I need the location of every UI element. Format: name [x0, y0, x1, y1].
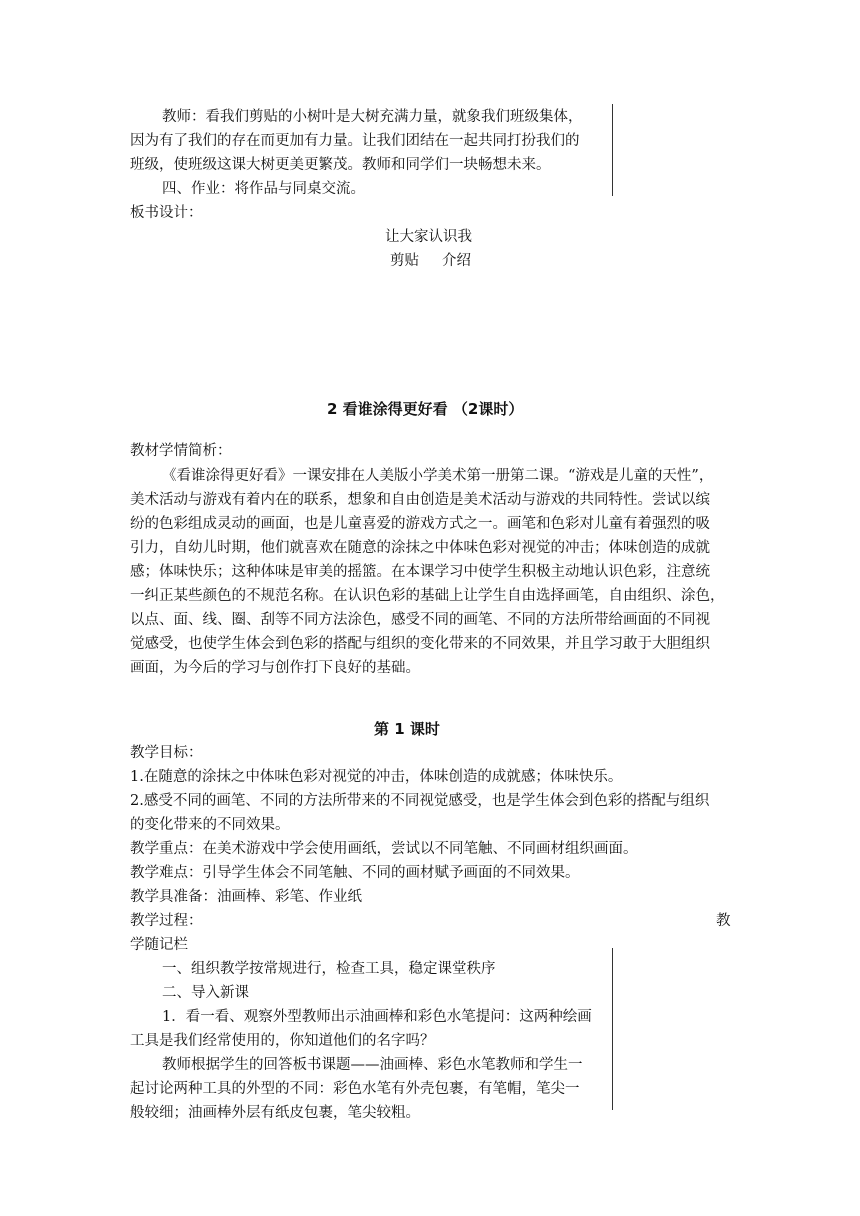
lesson-heading: 2 看谁涂得更好看 （2课时）: [327, 400, 524, 418]
key-point-line: 教学重点：在美术游戏中学会使用画纸，尝试以不同笔触、不同画材组织画面。: [130, 841, 638, 857]
paragraph-line: 教师：看我们剪贴的小树叶是大树充满力量，就象我们班级集体，: [162, 109, 583, 125]
process-line: 教师根据学生的回答板书课题——油画棒、彩色水笔教师和学生一: [162, 1057, 583, 1073]
board-title: 让大家认识我: [385, 229, 472, 245]
process-line: 起讨论两种工具的外型的不同：彩色水笔有外壳包裹，有笔帽，笔尖一: [130, 1081, 580, 1097]
process-line: 工具是我们经常使用的，你知道他们的名字吗？: [130, 1033, 435, 1049]
process-line: 二、导入新课: [162, 985, 249, 1001]
paragraph-line: 因为有了我们的存在而更加有力量。让我们团结在一起共同打扮我们的: [130, 133, 580, 149]
intro-line: 美术活动与游戏有着内在的联系，想象和自由创造是美术活动与游戏的共同特性。尝试以缤: [130, 492, 710, 508]
board-item-cut-paste: 剪贴: [390, 253, 419, 269]
objectives-label: 教学目标：: [130, 745, 203, 761]
paragraph-line: 班级，使班级这课大树更美更繁茂。教师和同学们一块畅想未来。: [130, 157, 551, 173]
notes-column-label-end: 学随记栏: [130, 937, 188, 953]
difficulty-line: 教学难点：引导学生体会不同笔触、不同的画材赋予画面的不同效果。: [130, 865, 580, 881]
intro-line: 引力，自幼儿时期，他们就喜欢在随意的涂抹之中体味色彩对视觉的冲击；体味创造的成就: [130, 540, 710, 556]
intro-line: 觉感受，也使学生体会到色彩的搭配与组织的变化带来的不同效果，并且学习敢于大胆组织: [130, 636, 710, 652]
intro-line: 以点、面、线、圈、刮等不同方法涂色，感受不同的画笔、不同的方法所带给画面的不同视: [130, 612, 710, 628]
intro-line: 画面，为今后的学习与创作打下良好的基础。: [130, 660, 420, 676]
margin-divider-bottom: [612, 948, 613, 1110]
process-line: 般较细；油画棒外层有纸皮包裹，笔尖较粗。: [130, 1105, 420, 1121]
process-line: 一、组织教学按常规进行，检查工具，稳定课堂秩序: [162, 961, 496, 977]
notes-column-label-start: 教: [716, 913, 731, 929]
margin-divider-top: [612, 104, 613, 196]
objective-line: 的变化带来的不同效果。: [130, 817, 290, 833]
board-item-introduce: 介绍: [442, 253, 471, 269]
materials-line: 教学具准备：油画棒、彩笔、作业纸: [130, 889, 362, 905]
objective-line: 2.感受不同的画笔、不同的方法所带来的不同视觉感受，也是学生体会到色彩的搭配与组织: [130, 793, 710, 809]
process-line: 1．看一看、观察外型教师出示油画棒和彩色水笔提问：这两种绘画: [162, 1009, 592, 1025]
intro-line: 感；体味快乐；这种体味是审美的摇篮。在本课学习中使学生积极主动地认识色彩，注意统: [130, 564, 710, 580]
objective-line: 1.在随意的涂抹之中体味色彩对视觉的冲击，体味创造的成就感；体味快乐。: [130, 769, 623, 785]
paragraph-line: 四、作业：将作品与同桌交流。: [162, 181, 365, 197]
intro-line: 一纠正某些颜色的不规范名称。在认识色彩的基础上让学生自由选择画笔，自由组织、涂色，: [130, 588, 725, 604]
board-design-label: 板书设计：: [130, 205, 203, 221]
intro-label: 教材学情简析：: [130, 443, 232, 459]
intro-line: 纷的色彩组成灵动的画面，也是儿童喜爱的游戏方式之一。画笔和色彩对儿童有着强烈的吸: [130, 516, 710, 532]
period-heading: 第 1 课时: [374, 720, 440, 738]
process-label: 教学过程：: [130, 913, 203, 929]
intro-line: 《看谁涂得更好看》一课安排在人美版小学美术第一册第二课。“游戏是儿童的天性”，: [162, 468, 714, 484]
